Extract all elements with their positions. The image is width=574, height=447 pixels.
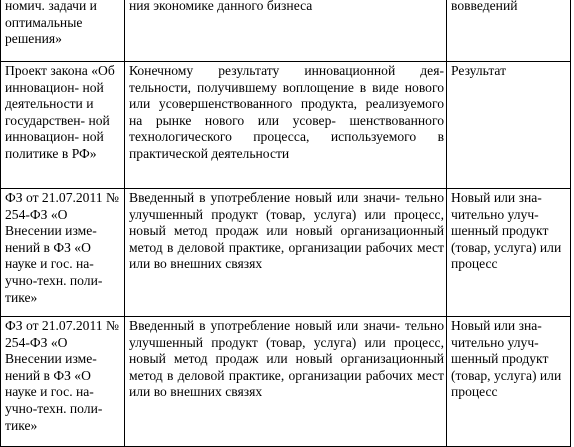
definition-cell (125, 189, 447, 317)
cell-line: или процесс, новый метод продаж или новый (129, 206, 444, 239)
cell-line: науке и гос. на- (5, 256, 94, 272)
cell-line: тельно улучшенный продукт (товар, услуга) (129, 318, 444, 350)
cell-line: Проект закона (5, 63, 88, 78)
term-cell (447, 0, 571, 62)
cell-line: Внесении изме- (5, 223, 97, 239)
definition-text (129, 63, 444, 163)
cell-line: нений в ФЗ «О (5, 367, 91, 383)
cell-line: ной инновацион- (5, 112, 110, 145)
cell-line: «Об инновацион- (5, 63, 115, 95)
term-cell (447, 189, 571, 317)
cell-line: или процесс (451, 239, 562, 272)
cell-line: ФЗ от 21.07.2011 (5, 318, 103, 333)
cell-line: организационный метод в деловой практике, (129, 223, 445, 255)
cell-line: Введенный в употребление новый или значи- (129, 190, 400, 205)
cell-line: используемого в практической деятельности (129, 129, 445, 161)
definition-cell (125, 62, 447, 189)
cell-line: или процесс (451, 367, 562, 400)
cell-line: Новый или зна- (451, 190, 542, 205)
cell-line: тике» (5, 417, 38, 433)
definition-text (129, 190, 444, 273)
cell-line: учно-техн. поли- (5, 272, 103, 288)
cell-line: (товар, услуга) (451, 367, 537, 383)
definition-cell (125, 317, 447, 447)
cell-line: вовведений (451, 0, 518, 13)
cell-line: Результат (451, 63, 507, 78)
cell-line: № 254-ФЗ «О (5, 190, 119, 222)
table-row (1, 189, 571, 317)
definition-cell (125, 0, 447, 62)
cell-line: реализуемого на рынке нового или усовер- (129, 96, 445, 128)
source-cell (1, 317, 125, 447)
definition-text (129, 0, 444, 15)
cell-line: или процесс, новый метод продаж или новый (129, 334, 444, 367)
cell-line: № 254-ФЗ «О (5, 318, 119, 350)
term-text (451, 0, 568, 15)
cell-line: ния экономике данного бизнеса (129, 0, 313, 13)
cell-line: оптимальные (5, 14, 83, 30)
table-row (1, 317, 571, 447)
cell-line: чительно улуч- (451, 334, 539, 350)
cell-line: шенный продукт (451, 223, 549, 239)
cell-line: Внесении изме- (5, 351, 97, 367)
cell-line: учно-техн. поли- (5, 400, 103, 416)
cell-line: тельности, получившему воплощение в виде (129, 79, 399, 95)
source-cell (1, 0, 125, 62)
cell-line: Новый или зна- (451, 318, 542, 333)
cell-line: Конечному результату инновационной дея- (129, 63, 444, 78)
cell-line: тике» (5, 289, 38, 305)
term-text (451, 63, 568, 80)
cell-line: чительно улуч- (451, 206, 539, 222)
cell-line: связях (225, 384, 263, 400)
definition-text (129, 318, 444, 401)
cell-line: ной деятельности (5, 79, 104, 112)
source-text (5, 63, 122, 163)
source-cell (1, 62, 125, 189)
term-text (451, 318, 568, 401)
source-cell (1, 189, 125, 317)
cell-line: науке и гос. на- (5, 384, 94, 400)
cell-line: и государствен- (5, 96, 94, 128)
table-row (1, 62, 571, 189)
term-cell (447, 62, 571, 189)
term-text (451, 190, 568, 273)
term-cell (447, 317, 571, 447)
table-body (1, 0, 571, 447)
cell-line: шенный продукт (451, 351, 549, 367)
source-text (5, 0, 122, 48)
source-text (5, 318, 122, 434)
cell-line: номич. задачи и (5, 0, 97, 13)
cell-line: ной политике в (5, 129, 104, 161)
cell-line: связях (225, 256, 263, 272)
cell-line: организации рабочих мест или во внешних (129, 239, 444, 272)
cell-line: тельно улучшенный продукт (товар, услуга) (129, 190, 444, 222)
cell-line: организационный метод в деловой практике, (129, 351, 445, 383)
cell-line: организации рабочих мест или во внешних (129, 367, 444, 400)
cell-line: ФЗ от 21.07.2011 (5, 190, 103, 205)
cell-line: нений в ФЗ «О (5, 239, 91, 255)
cell-line: РФ» (71, 145, 97, 161)
cell-line: (товар, услуга) (451, 239, 537, 255)
source-text (5, 190, 122, 306)
table-row (1, 0, 571, 62)
cell-line: нового или усовершенствованного продукта, (129, 79, 444, 112)
cell-line: шенствованного технологического процесса, (129, 112, 444, 145)
cell-line: решения» (5, 31, 62, 47)
cell-line: Введенный в употребление новый или значи- (129, 318, 400, 333)
